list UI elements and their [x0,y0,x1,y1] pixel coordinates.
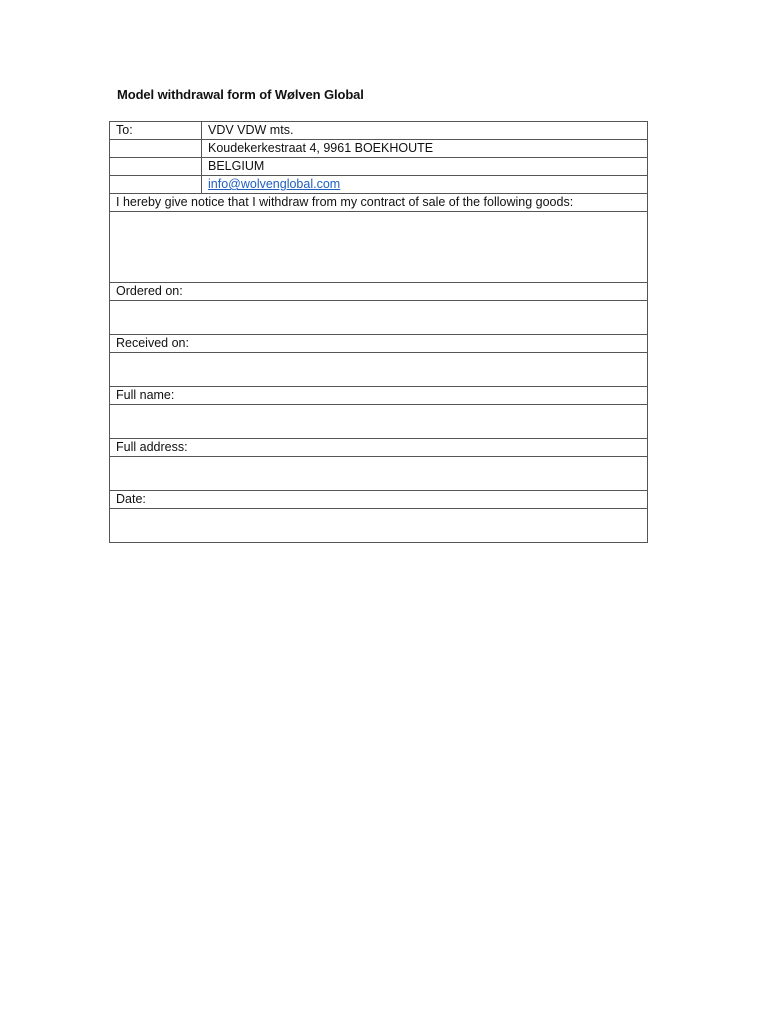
date-field[interactable] [110,509,648,543]
full-name-field[interactable] [110,405,648,439]
received-on-input-row [110,353,648,387]
empty-cell [110,140,202,158]
recipient-country: BELGIUM [202,158,648,176]
date-input-row [110,509,648,543]
ordered-on-input-row [110,301,648,335]
recipient-street: Koudekerkestraat 4, 9961 BOEKHOUTE [202,140,648,158]
date-label-row [110,491,648,509]
full-name-input-row [110,405,648,439]
empty-cell [110,176,202,194]
recipient-email-link[interactable]: info@wolvenglobal.com [208,177,341,191]
ordered-on-label-row [110,283,648,301]
full-address-input-row [110,457,648,491]
recipient-name: VDV VDW mts. [202,122,648,140]
received-on-label: Received on: [110,335,648,353]
recipient-row-country [110,158,648,176]
ordered-on-field[interactable] [110,301,648,335]
recipient-email-cell [202,176,648,194]
goods-field[interactable] [110,212,648,283]
recipient-row-email [110,176,648,194]
recipient-row-street [110,140,648,158]
full-name-label-row [110,387,648,405]
notice-row [110,194,648,212]
received-on-field[interactable] [110,353,648,387]
ordered-on-label: Ordered on: [110,283,648,301]
withdrawal-form-table [109,121,648,543]
empty-cell [110,158,202,176]
to-label: To: [110,122,202,140]
full-address-field[interactable] [110,457,648,491]
goods-row [110,212,648,283]
date-label: Date: [110,491,648,509]
full-address-label-row [110,439,648,457]
received-on-label-row [110,335,648,353]
withdrawal-notice-text: I hereby give notice that I withdraw from my contract of sale of the following goods: [110,194,648,212]
form-title: Model withdrawal form of Wølven Global [117,87,364,102]
full-name-label: Full name: [110,387,648,405]
recipient-row-name [110,122,648,140]
full-address-label: Full address: [110,439,648,457]
